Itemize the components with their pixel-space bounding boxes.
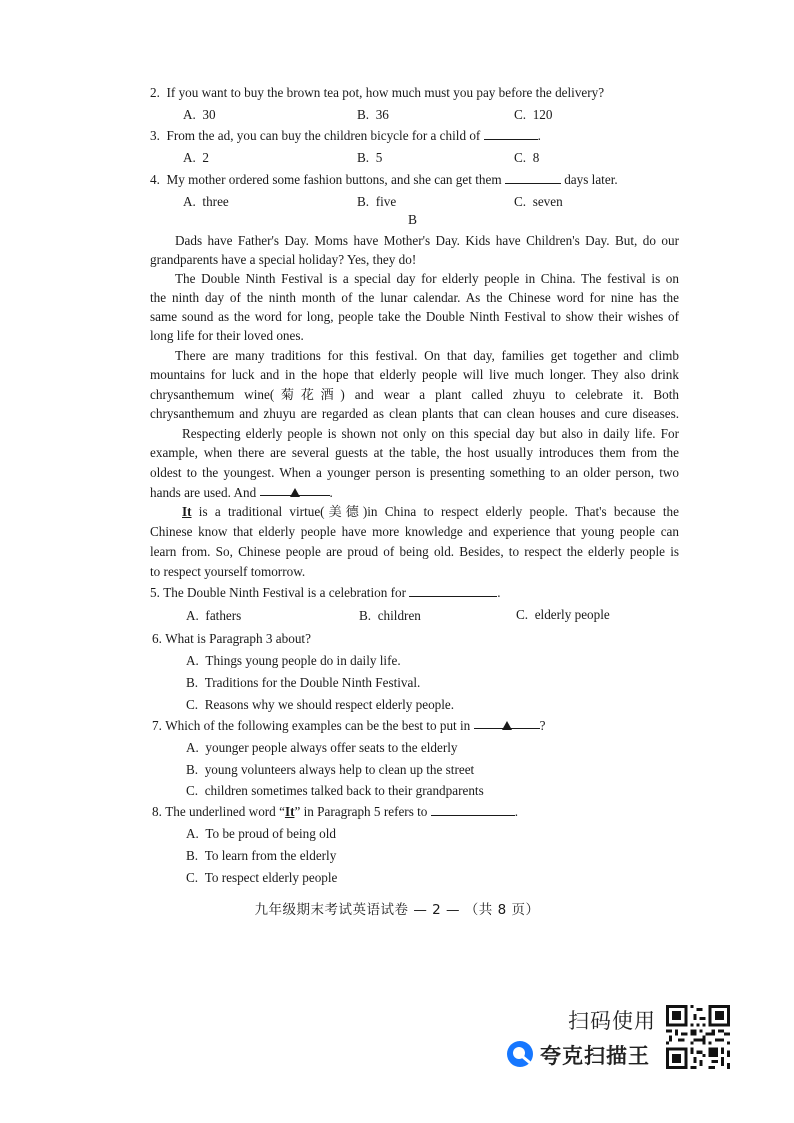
question-stem: If you want to buy the brown tea pot, how much must you pay before the delivery? bbox=[166, 85, 605, 100]
question-8: 8. The underlined word “It” in Paragraph 5 refers to . bbox=[152, 804, 518, 819]
underlined-word-it: It bbox=[182, 504, 192, 519]
q4-option-b: B. five bbox=[357, 194, 397, 209]
question-6: 6. What is Paragraph 3 about? bbox=[152, 631, 311, 646]
passage-line: It is a traditional virtue(美德)in China to respect elderly people. That's because the bbox=[182, 504, 680, 519]
q6-option-b: B. Traditions for the Double Ninth Festival. bbox=[186, 675, 421, 690]
passage-line: Respecting elderly people is shown not only on this special day but also in daily life. For bbox=[182, 426, 679, 441]
q3-option-a: A. 2 bbox=[183, 150, 210, 165]
answer-blank bbox=[505, 172, 561, 184]
q4-option-a: A. three bbox=[183, 194, 229, 209]
passage-line: There are many traditions for this festival. On that day, families get together and climb bbox=[175, 348, 679, 363]
q2-option-c: C. 120 bbox=[514, 107, 553, 122]
q2-option-b: B. 36 bbox=[357, 107, 389, 122]
q6-option-a: A. Things young people do in daily life. bbox=[186, 653, 401, 668]
passage-line: grandparents have a special holiday? Yes, they do! bbox=[150, 252, 417, 267]
passage-line: The Double Ninth Festival is a special day for elderly people in China. The festival is on bbox=[175, 271, 679, 286]
q8-option-c: C. To respect elderly people bbox=[186, 870, 338, 885]
passage-line-with-blank: hands are used. And . bbox=[150, 485, 333, 500]
answer-blank bbox=[484, 128, 538, 140]
q8-option-b: B. To learn from the elderly bbox=[186, 848, 337, 863]
triangle-icon bbox=[290, 488, 300, 497]
passage-line: chrysanthemum wine(菊花酒) and wear a plant called zhuyu to celebrate it. Both bbox=[150, 387, 679, 402]
q7-option-b: B. young volunteers always help to clean up the street bbox=[186, 762, 475, 777]
question-number: 7. bbox=[152, 718, 162, 733]
passage-line: long life for their loved ones. bbox=[150, 328, 304, 343]
question-5: 5. The Double Ninth Festival is a celebration for . bbox=[150, 585, 501, 600]
answer-blank-marker bbox=[260, 484, 330, 496]
q5-option-a: A. fathers bbox=[186, 608, 242, 623]
passage-line: oldest to the youngest. When a younger person is presenting something to an older person, two bbox=[150, 465, 679, 480]
q7-option-a: A. younger people always offer seats to the elderly bbox=[186, 740, 458, 755]
passage-line: mountains for luck and in the hope that elderly people will live much longer. They also drink bbox=[150, 367, 679, 382]
question-2: 2. If you want to buy the brown tea pot, how much must you pay before the delivery? bbox=[150, 85, 605, 100]
passage-line: Dads have Father's Day. Moms have Mother's Day. Kids have Children's Day. But, do our bbox=[175, 233, 679, 248]
quark-logo-icon bbox=[506, 1040, 534, 1068]
q5-option-b: B. children bbox=[359, 608, 421, 623]
section-label: B bbox=[408, 212, 418, 227]
app-name: 夸克扫描王 bbox=[540, 1044, 650, 1068]
q6-option-c: C. Reasons why we should respect elderly people. bbox=[186, 697, 455, 712]
qr-code-icon[interactable] bbox=[666, 1005, 730, 1069]
answer-blank bbox=[409, 585, 497, 597]
passage-line: to respect yourself tomorrow. bbox=[150, 564, 306, 579]
q3-option-b: B. 5 bbox=[357, 150, 383, 165]
passage-line: chrysanthemum and zhuyu are regarded as clean plants that can clean houses and cure diseases. bbox=[150, 406, 679, 421]
question-number: 2 bbox=[150, 85, 157, 100]
question-number: 4 bbox=[150, 172, 157, 187]
question-number: 8. bbox=[152, 804, 162, 819]
question-number: 3 bbox=[150, 128, 157, 143]
question-number: 6. bbox=[152, 631, 162, 646]
passage-line: same sound as the word for long, people take the Double Ninth Festival to show their wishes of bbox=[150, 309, 679, 324]
q3-option-c: C. 8 bbox=[514, 150, 540, 165]
passage-line: the ninth day of the ninth month of the lunar calendar. As the Chinese word for nine has the bbox=[150, 290, 679, 305]
q5-option-c: C. elderly people bbox=[516, 607, 610, 622]
triangle-icon bbox=[502, 721, 512, 730]
q2-option-a: A. 30 bbox=[183, 107, 216, 122]
scan-to-use-label: 扫码使用 bbox=[568, 1009, 656, 1033]
question-7: 7. Which of the following examples can be the best to put in ? bbox=[152, 718, 546, 733]
passage-line: Chinese know that elderly people have more knowledge and experience that young people can bbox=[150, 524, 679, 539]
passage-line: learn from. So, Chinese people are proud of being old. Besides, to respect the elderly people is bbox=[150, 544, 679, 559]
question-number: 5. bbox=[150, 585, 160, 600]
q8-option-a: A. To be proud of being old bbox=[186, 826, 336, 841]
question-4: 4. My mother ordered some fashion buttons, and she can get them days later. bbox=[150, 172, 618, 187]
answer-blank bbox=[431, 804, 515, 816]
question-3: 3. From the ad, you can buy the children bicycle for a child of . bbox=[150, 128, 541, 143]
passage-line: example, when there are several guests at the table, the host usually introduces them from the bbox=[150, 445, 679, 460]
q7-option-c: C. children sometimes talked back to their grandparents bbox=[186, 783, 484, 798]
underlined-word-it: It bbox=[284, 804, 295, 819]
answer-blank-marker bbox=[474, 717, 540, 729]
page-footer: 九年级期末考试英语试卷 — 2 — （共 8 页） bbox=[254, 902, 540, 918]
q4-option-c: C. seven bbox=[514, 194, 563, 209]
